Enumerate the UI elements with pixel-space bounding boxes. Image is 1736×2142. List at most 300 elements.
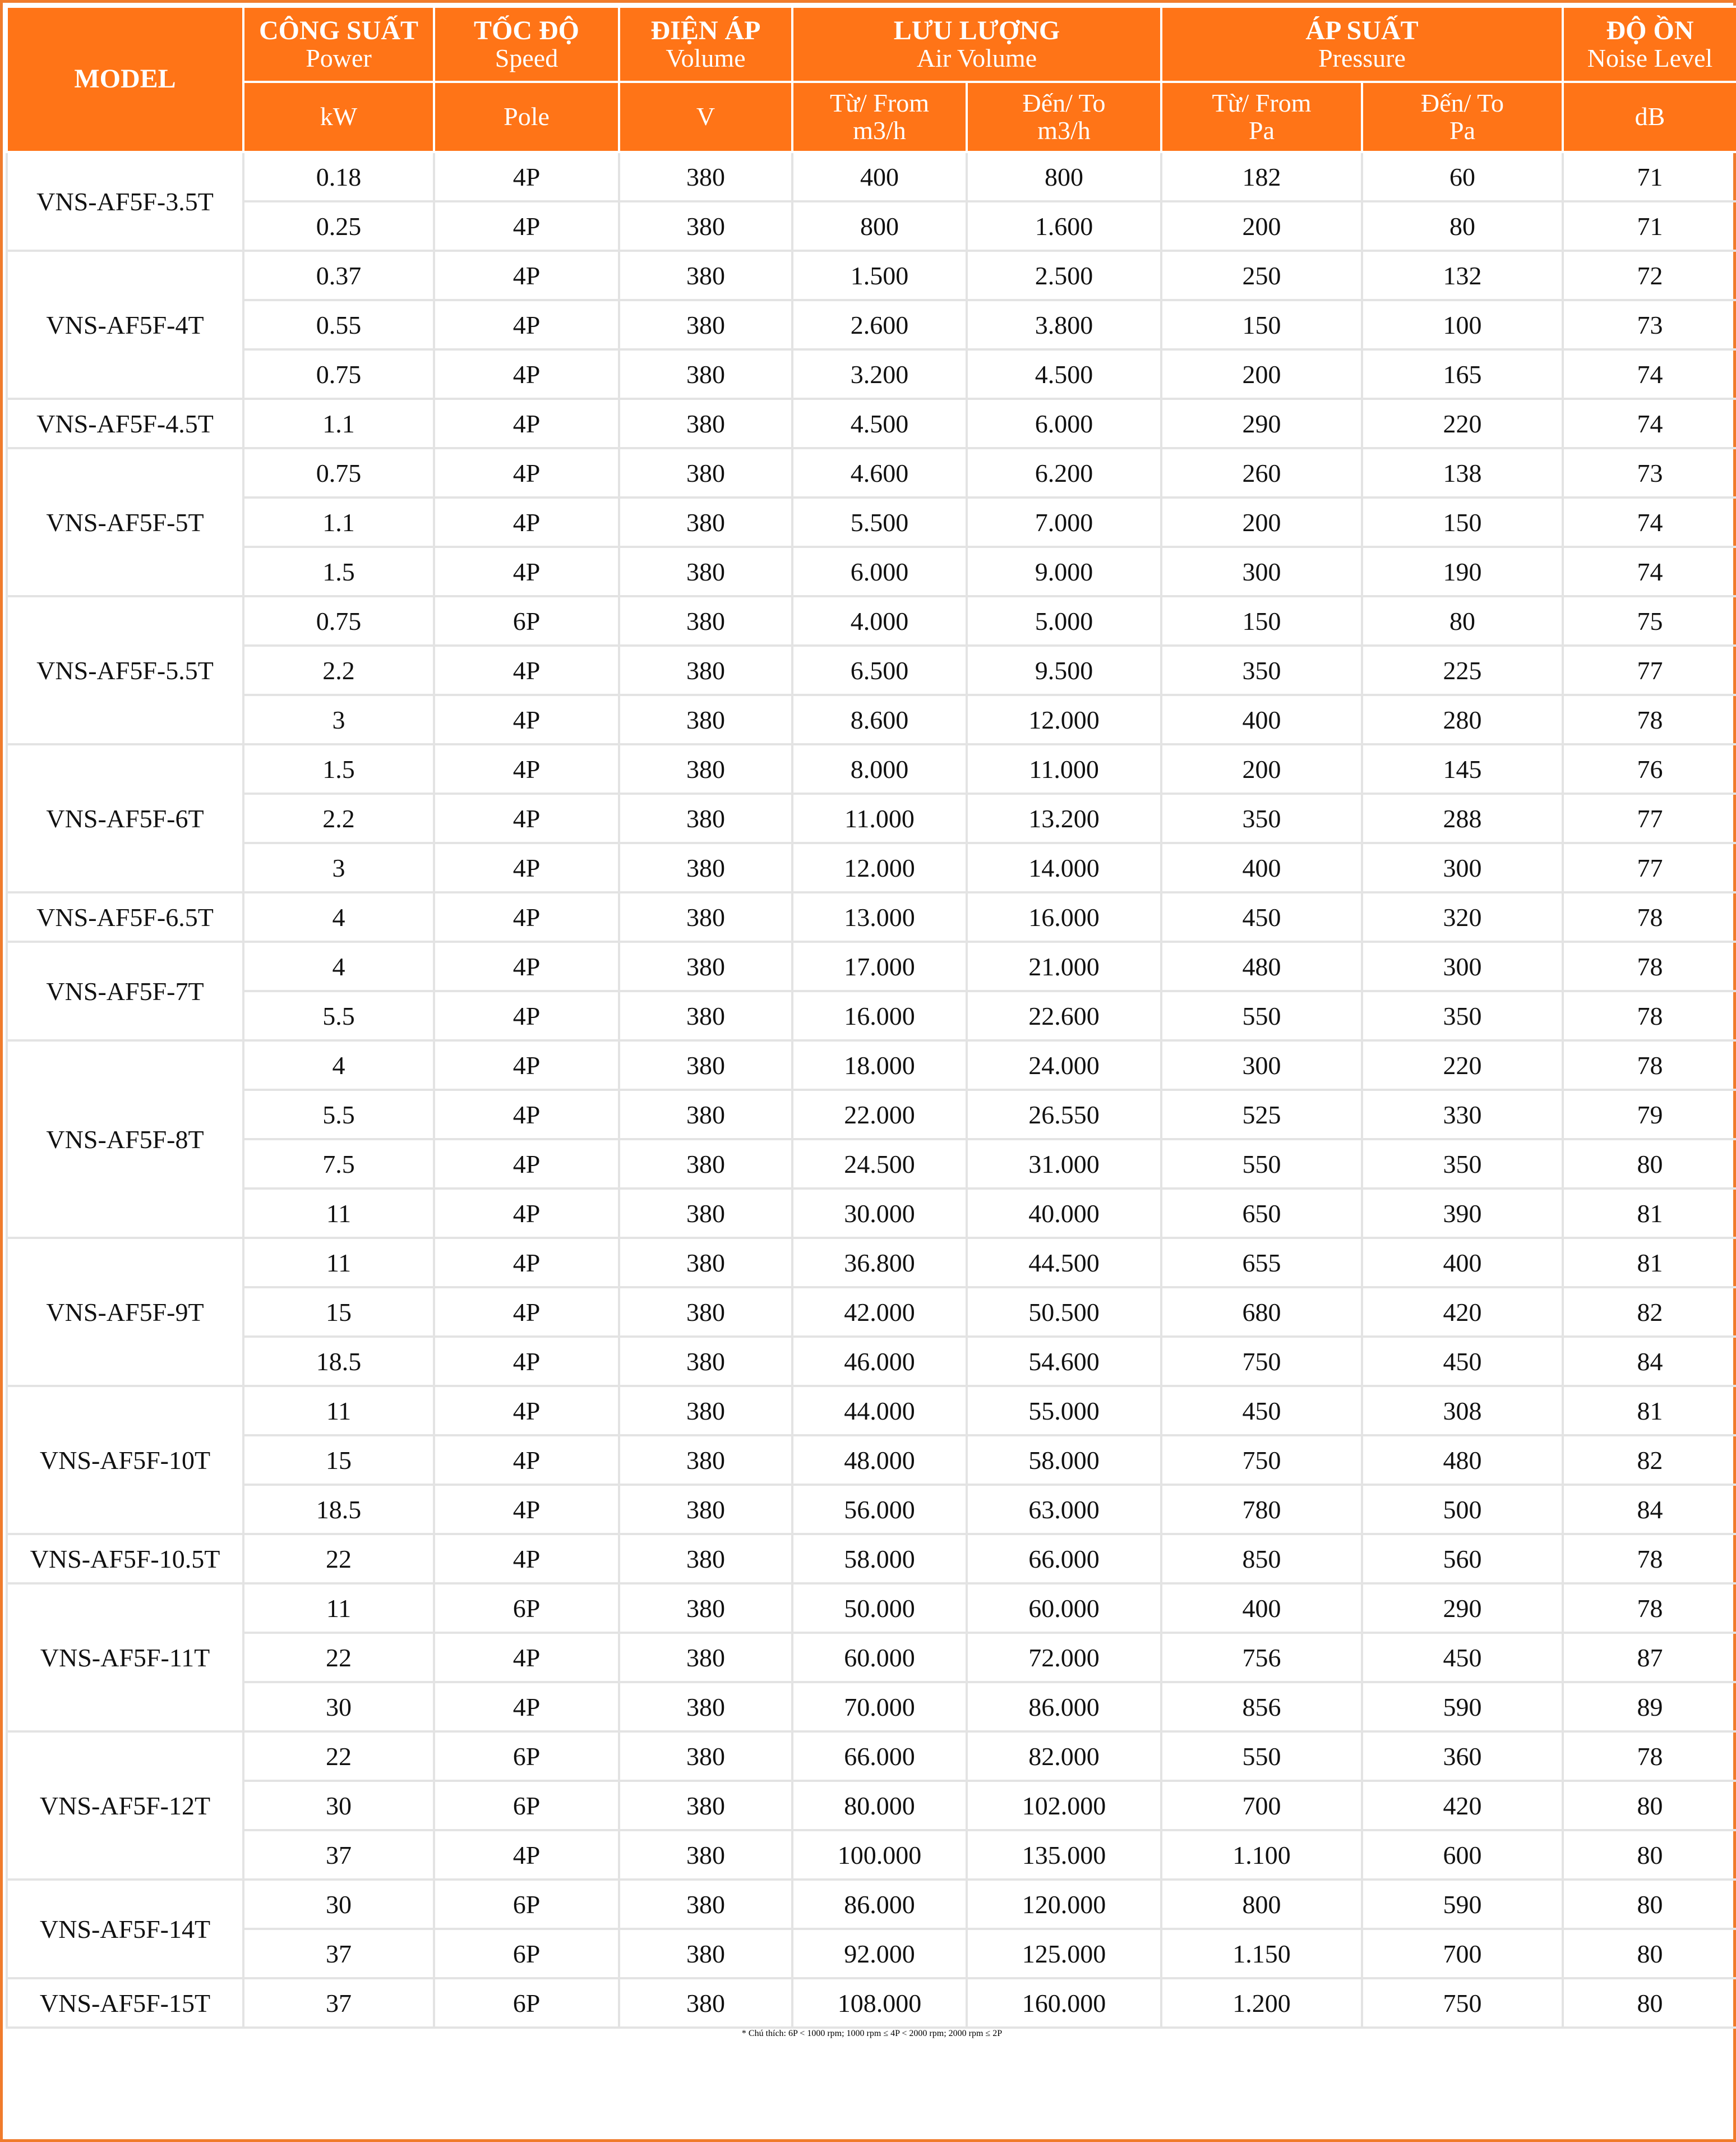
cell-pressure-from: 400 [1161, 1583, 1362, 1633]
unit-airflow-to [967, 82, 1161, 152]
unit-pressure-from [1161, 82, 1362, 152]
model-cell: VNS-AF5F-6T [7, 744, 243, 892]
cell-pressure-to: 300 [1362, 942, 1563, 991]
table-row [7, 1534, 1736, 1583]
cell-airflow-to: 135.000 [967, 1830, 1161, 1880]
cell-speed: 6P [434, 1781, 619, 1830]
cell-voltage: 380 [619, 1090, 792, 1139]
cell-noise: 82 [1563, 1435, 1736, 1485]
header-voltage-vn: ĐIỆN ÁP [650, 15, 761, 45]
table-row [7, 1633, 1736, 1682]
cell-pressure-from: 655 [1161, 1238, 1362, 1287]
cell-pressure-to: 350 [1362, 991, 1563, 1040]
cell-pressure-to: 560 [1362, 1534, 1563, 1583]
cell-power: 37 [243, 1929, 434, 1978]
cell-pressure-to: 420 [1362, 1781, 1563, 1830]
cell-pressure-from: 182 [1161, 152, 1362, 201]
model-cell: VNS-AF5F-11T [7, 1583, 243, 1731]
cell-airflow-to: 22.600 [967, 991, 1161, 1040]
cell-power: 5.5 [243, 1090, 434, 1139]
cell-voltage: 380 [619, 1485, 792, 1534]
cell-pressure-to: 320 [1362, 892, 1563, 942]
cell-airflow-from: 17.000 [792, 942, 967, 991]
cell-airflow-from: 6.500 [792, 646, 967, 695]
cell-speed: 4P [434, 646, 619, 695]
cell-pressure-to: 288 [1362, 794, 1563, 843]
cell-pressure-from: 1.200 [1161, 1978, 1362, 2028]
model-cell: VNS-AF5F-5.5T [7, 596, 243, 744]
cell-airflow-from: 8.000 [792, 744, 967, 794]
cell-power: 18.5 [243, 1337, 434, 1386]
table-row [7, 1781, 1736, 1830]
header-speed [434, 7, 619, 82]
model-cell: VNS-AF5F-10.5T [7, 1534, 243, 1583]
cell-airflow-from: 12.000 [792, 843, 967, 892]
cell-speed: 6P [434, 1929, 619, 1978]
cell-airflow-to: 5.000 [967, 596, 1161, 646]
cell-noise: 78 [1563, 1534, 1736, 1583]
table-row [7, 1485, 1736, 1534]
cell-pressure-to: 480 [1362, 1435, 1563, 1485]
model-cell: VNS-AF5F-5T [7, 448, 243, 596]
unit-pressure-to [1362, 82, 1563, 152]
cell-pressure-from: 856 [1161, 1682, 1362, 1731]
cell-airflow-from: 4.600 [792, 448, 967, 498]
cell-airflow-from: 58.000 [792, 1534, 967, 1583]
cell-power: 4 [243, 1040, 434, 1090]
cell-power: 11 [243, 1189, 434, 1238]
cell-speed: 4P [434, 547, 619, 596]
cell-speed: 4P [434, 1830, 619, 1880]
cell-noise: 80 [1563, 1139, 1736, 1189]
cell-airflow-to: 13.200 [967, 794, 1161, 843]
table-row [7, 1682, 1736, 1731]
cell-pressure-from: 850 [1161, 1534, 1362, 1583]
table-row [7, 1880, 1736, 1929]
cell-voltage: 380 [619, 547, 792, 596]
unit-noise: dB [1563, 82, 1736, 152]
cell-power: 0.18 [243, 152, 434, 201]
cell-airflow-from: 46.000 [792, 1337, 967, 1386]
model-cell: VNS-AF5F-10T [7, 1386, 243, 1534]
cell-noise: 74 [1563, 498, 1736, 547]
cell-power: 4 [243, 892, 434, 942]
cell-voltage: 380 [619, 1978, 792, 2028]
table-row [7, 1830, 1736, 1880]
cell-noise: 87 [1563, 1633, 1736, 1682]
cell-airflow-to: 9.500 [967, 646, 1161, 695]
cell-noise: 84 [1563, 1337, 1736, 1386]
cell-airflow-to: 26.550 [967, 1090, 1161, 1139]
cell-airflow-from: 24.500 [792, 1139, 967, 1189]
cell-pressure-from: 200 [1161, 349, 1362, 399]
pressure-from-unit: Pa [1249, 116, 1275, 145]
cell-airflow-from: 13.000 [792, 892, 967, 942]
cell-airflow-to: 50.500 [967, 1287, 1161, 1337]
cell-voltage: 380 [619, 1682, 792, 1731]
cell-voltage: 380 [619, 646, 792, 695]
cell-voltage: 380 [619, 1583, 792, 1633]
cell-pressure-to: 450 [1362, 1337, 1563, 1386]
pressure-to-unit: Pa [1449, 116, 1475, 145]
table-row [7, 1238, 1736, 1287]
cell-noise: 74 [1563, 349, 1736, 399]
footnote: * Chú thích: 6P < 1000 rpm; 1000 rpm ≤ 4P < 2000 rpm; 2000 rpm ≤ 2P [741, 2029, 1003, 2038]
cell-speed: 4P [434, 1386, 619, 1435]
cell-voltage: 380 [619, 1534, 792, 1583]
cell-pressure-to: 308 [1362, 1386, 1563, 1435]
cell-voltage: 380 [619, 1830, 792, 1880]
cell-airflow-to: 3.800 [967, 300, 1161, 349]
cell-power: 7.5 [243, 1139, 434, 1189]
cell-airflow-from: 4.500 [792, 399, 967, 448]
cell-airflow-to: 54.600 [967, 1337, 1161, 1386]
cell-airflow-from: 80.000 [792, 1781, 967, 1830]
cell-pressure-to: 600 [1362, 1830, 1563, 1880]
cell-speed: 4P [434, 1090, 619, 1139]
cell-voltage: 380 [619, 1386, 792, 1435]
cell-power: 3 [243, 843, 434, 892]
cell-pressure-to: 590 [1362, 1682, 1563, 1731]
cell-power: 22 [243, 1633, 434, 1682]
cell-voltage: 380 [619, 1633, 792, 1682]
cell-voltage: 380 [619, 1731, 792, 1781]
cell-pressure-to: 400 [1362, 1238, 1563, 1287]
cell-speed: 4P [434, 695, 619, 744]
cell-pressure-from: 150 [1161, 596, 1362, 646]
cell-pressure-from: 780 [1161, 1485, 1362, 1534]
cell-pressure-to: 390 [1362, 1189, 1563, 1238]
cell-voltage: 380 [619, 300, 792, 349]
cell-voltage: 380 [619, 251, 792, 300]
cell-speed: 4P [434, 251, 619, 300]
header-voltage-en: Volume [666, 44, 746, 73]
cell-airflow-from: 56.000 [792, 1485, 967, 1534]
cell-noise: 78 [1563, 892, 1736, 942]
cell-noise: 80 [1563, 1880, 1736, 1929]
table-header [7, 7, 1736, 152]
cell-pressure-to: 360 [1362, 1731, 1563, 1781]
header-pressure-vn: ÁP SUẤT [1305, 15, 1419, 45]
cell-speed: 4P [434, 498, 619, 547]
header-airflow [792, 7, 1161, 82]
cell-airflow-from: 44.000 [792, 1386, 967, 1435]
fan-spec-table [6, 6, 1736, 2039]
table-row [7, 991, 1736, 1040]
unit-voltage: V [619, 82, 792, 152]
model-cell: VNS-AF5F-12T [7, 1731, 243, 1880]
cell-noise: 78 [1563, 695, 1736, 744]
cell-speed: 4P [434, 300, 619, 349]
table-row [7, 843, 1736, 892]
cell-speed: 4P [434, 349, 619, 399]
cell-airflow-to: 14.000 [967, 843, 1161, 892]
pressure-to-label: Đến/ To [1421, 89, 1504, 118]
cell-voltage: 380 [619, 1189, 792, 1238]
cell-pressure-from: 750 [1161, 1337, 1362, 1386]
cell-airflow-to: 82.000 [967, 1731, 1161, 1781]
table-row [7, 201, 1736, 251]
cell-pressure-from: 700 [1161, 1781, 1362, 1830]
cell-voltage: 380 [619, 892, 792, 942]
cell-voltage: 380 [619, 991, 792, 1040]
cell-voltage: 380 [619, 1287, 792, 1337]
table-row [7, 349, 1736, 399]
cell-power: 0.75 [243, 596, 434, 646]
header-pressure [1161, 7, 1563, 82]
cell-speed: 4P [434, 1040, 619, 1090]
cell-airflow-to: 31.000 [967, 1139, 1161, 1189]
cell-power: 0.37 [243, 251, 434, 300]
cell-voltage: 380 [619, 1880, 792, 1929]
cell-airflow-to: 63.000 [967, 1485, 1161, 1534]
cell-airflow-from: 11.000 [792, 794, 967, 843]
table-row [7, 1189, 1736, 1238]
table-row [7, 448, 1736, 498]
cell-airflow-to: 21.000 [967, 942, 1161, 991]
cell-speed: 6P [434, 596, 619, 646]
table-row [7, 942, 1736, 991]
cell-speed: 4P [434, 152, 619, 201]
cell-airflow-to: 800 [967, 152, 1161, 201]
header-voltage [619, 7, 792, 82]
cell-speed: 4P [434, 1435, 619, 1485]
cell-noise: 81 [1563, 1189, 1736, 1238]
cell-airflow-to: 102.000 [967, 1781, 1161, 1830]
cell-pressure-from: 1.150 [1161, 1929, 1362, 1978]
cell-airflow-from: 70.000 [792, 1682, 967, 1731]
model-cell: VNS-AF5F-7T [7, 942, 243, 1040]
cell-noise: 79 [1563, 1090, 1736, 1139]
cell-power: 30 [243, 1781, 434, 1830]
cell-airflow-from: 5.500 [792, 498, 967, 547]
cell-pressure-to: 60 [1362, 152, 1563, 201]
cell-pressure-from: 290 [1161, 399, 1362, 448]
table-row [7, 498, 1736, 547]
table-row [7, 300, 1736, 349]
cell-power: 37 [243, 1830, 434, 1880]
cell-power: 2.2 [243, 646, 434, 695]
cell-pressure-from: 800 [1161, 1880, 1362, 1929]
cell-pressure-from: 300 [1161, 547, 1362, 596]
cell-power: 15 [243, 1435, 434, 1485]
pressure-from-label: Từ/ From [1212, 89, 1312, 118]
cell-airflow-from: 3.200 [792, 349, 967, 399]
cell-speed: 4P [434, 1287, 619, 1337]
cell-power: 30 [243, 1682, 434, 1731]
cell-pressure-to: 330 [1362, 1090, 1563, 1139]
cell-airflow-to: 86.000 [967, 1682, 1161, 1731]
cell-speed: 4P [434, 201, 619, 251]
cell-airflow-from: 6.000 [792, 547, 967, 596]
cell-pressure-from: 200 [1161, 498, 1362, 547]
cell-voltage: 380 [619, 399, 792, 448]
header-model: MODEL [7, 7, 243, 152]
cell-pressure-to: 280 [1362, 695, 1563, 744]
cell-airflow-to: 160.000 [967, 1978, 1161, 2028]
cell-power: 0.75 [243, 349, 434, 399]
cell-airflow-to: 16.000 [967, 892, 1161, 942]
cell-speed: 4P [434, 1682, 619, 1731]
table-row [7, 399, 1736, 448]
cell-airflow-from: 92.000 [792, 1929, 967, 1978]
cell-pressure-from: 550 [1161, 1139, 1362, 1189]
cell-speed: 6P [434, 1880, 619, 1929]
cell-airflow-from: 100.000 [792, 1830, 967, 1880]
cell-airflow-to: 6.000 [967, 399, 1161, 448]
cell-voltage: 380 [619, 695, 792, 744]
airflow-to-label: Đến/ To [1022, 89, 1106, 118]
cell-noise: 80 [1563, 1978, 1736, 2028]
cell-pressure-from: 650 [1161, 1189, 1362, 1238]
cell-pressure-to: 190 [1362, 547, 1563, 596]
cell-airflow-from: 8.600 [792, 695, 967, 744]
cell-speed: 4P [434, 1189, 619, 1238]
airflow-from-unit: m3/h [853, 116, 906, 145]
cell-speed: 6P [434, 1978, 619, 2028]
cell-noise: 75 [1563, 596, 1736, 646]
header-speed-en: Speed [495, 44, 558, 73]
cell-pressure-to: 220 [1362, 399, 1563, 448]
table-row [7, 251, 1736, 300]
cell-speed: 4P [434, 1534, 619, 1583]
cell-pressure-from: 680 [1161, 1287, 1362, 1337]
cell-pressure-to: 300 [1362, 843, 1563, 892]
cell-pressure-from: 200 [1161, 201, 1362, 251]
cell-noise: 80 [1563, 1830, 1736, 1880]
cell-pressure-from: 400 [1161, 695, 1362, 744]
cell-power: 1.1 [243, 399, 434, 448]
header-pressure-en: Pressure [1318, 44, 1406, 73]
cell-noise: 77 [1563, 646, 1736, 695]
header-airflow-en: Air Volume [916, 44, 1037, 73]
cell-pressure-to: 750 [1362, 1978, 1563, 2028]
cell-pressure-to: 138 [1362, 448, 1563, 498]
cell-voltage: 380 [619, 498, 792, 547]
cell-power: 18.5 [243, 1485, 434, 1534]
table-row [7, 547, 1736, 596]
cell-noise: 78 [1563, 991, 1736, 1040]
header-noise-en: Noise Level [1587, 44, 1713, 73]
cell-speed: 4P [434, 448, 619, 498]
cell-airflow-from: 400 [792, 152, 967, 201]
model-cell: VNS-AF5F-14T [7, 1880, 243, 1978]
cell-pressure-to: 100 [1362, 300, 1563, 349]
cell-airflow-to: 60.000 [967, 1583, 1161, 1633]
table-row [7, 794, 1736, 843]
cell-speed: 4P [434, 399, 619, 448]
table-row [7, 596, 1736, 646]
cell-voltage: 380 [619, 152, 792, 201]
cell-pressure-to: 220 [1362, 1040, 1563, 1090]
cell-pressure-to: 165 [1362, 349, 1563, 399]
cell-airflow-to: 125.000 [967, 1929, 1161, 1978]
cell-airflow-to: 11.000 [967, 744, 1161, 794]
table-row [7, 1583, 1736, 1633]
cell-speed: 4P [434, 1485, 619, 1534]
cell-airflow-to: 6.200 [967, 448, 1161, 498]
cell-pressure-to: 150 [1362, 498, 1563, 547]
cell-pressure-to: 590 [1362, 1880, 1563, 1929]
cell-pressure-from: 350 [1161, 646, 1362, 695]
unit-power: kW [243, 82, 434, 152]
header-airflow-vn: LƯU LƯỢNG [893, 15, 1060, 45]
cell-power: 15 [243, 1287, 434, 1337]
cell-airflow-to: 58.000 [967, 1435, 1161, 1485]
cell-airflow-from: 1.500 [792, 251, 967, 300]
cell-speed: 4P [434, 744, 619, 794]
cell-noise: 77 [1563, 794, 1736, 843]
cell-noise: 82 [1563, 1287, 1736, 1337]
model-cell: VNS-AF5F-3.5T [7, 152, 243, 251]
header-power-vn: CÔNG SUẤT [258, 15, 419, 45]
table-row [7, 646, 1736, 695]
cell-airflow-to: 40.000 [967, 1189, 1161, 1238]
cell-speed: 6P [434, 1583, 619, 1633]
table-row [7, 695, 1736, 744]
cell-speed: 4P [434, 991, 619, 1040]
cell-power: 1.1 [243, 498, 434, 547]
cell-pressure-from: 450 [1161, 1386, 1362, 1435]
cell-speed: 6P [434, 1731, 619, 1781]
header-power [243, 7, 434, 82]
cell-airflow-to: 55.000 [967, 1386, 1161, 1435]
cell-noise: 77 [1563, 843, 1736, 892]
cell-airflow-from: 2.600 [792, 300, 967, 349]
table-row [7, 1929, 1736, 1978]
cell-noise: 89 [1563, 1682, 1736, 1731]
model-cell: VNS-AF5F-4T [7, 251, 243, 399]
cell-pressure-from: 480 [1161, 942, 1362, 991]
cell-power: 4 [243, 942, 434, 991]
cell-power: 0.75 [243, 448, 434, 498]
cell-power: 0.55 [243, 300, 434, 349]
model-cell: VNS-AF5F-15T [7, 1978, 243, 2028]
cell-pressure-from: 200 [1161, 744, 1362, 794]
cell-pressure-to: 80 [1362, 201, 1563, 251]
cell-voltage: 380 [619, 596, 792, 646]
header-noise-vn: ĐỘ ỒN [1606, 15, 1694, 45]
cell-airflow-to: 44.500 [967, 1238, 1161, 1287]
cell-noise: 78 [1563, 1583, 1736, 1633]
cell-pressure-from: 260 [1161, 448, 1362, 498]
cell-voltage: 380 [619, 1139, 792, 1189]
cell-airflow-to: 9.000 [967, 547, 1161, 596]
cell-voltage: 380 [619, 1781, 792, 1830]
table-body [7, 152, 1736, 2028]
cell-power: 1.5 [243, 547, 434, 596]
cell-pressure-from: 550 [1161, 1731, 1362, 1781]
table-row [7, 1386, 1736, 1435]
table-row [7, 892, 1736, 942]
cell-noise: 73 [1563, 448, 1736, 498]
cell-speed: 4P [434, 1238, 619, 1287]
cell-voltage: 380 [619, 794, 792, 843]
cell-power: 22 [243, 1731, 434, 1781]
cell-airflow-from: 60.000 [792, 1633, 967, 1682]
table-row [7, 1090, 1736, 1139]
cell-noise: 81 [1563, 1386, 1736, 1435]
cell-pressure-from: 525 [1161, 1090, 1362, 1139]
cell-voltage: 380 [619, 942, 792, 991]
cell-speed: 4P [434, 1139, 619, 1189]
unit-airflow-from [792, 82, 967, 152]
header-power-en: Power [306, 44, 372, 73]
cell-noise: 71 [1563, 201, 1736, 251]
cell-airflow-to: 7.000 [967, 498, 1161, 547]
cell-airflow-to: 2.500 [967, 251, 1161, 300]
cell-pressure-to: 80 [1362, 596, 1563, 646]
